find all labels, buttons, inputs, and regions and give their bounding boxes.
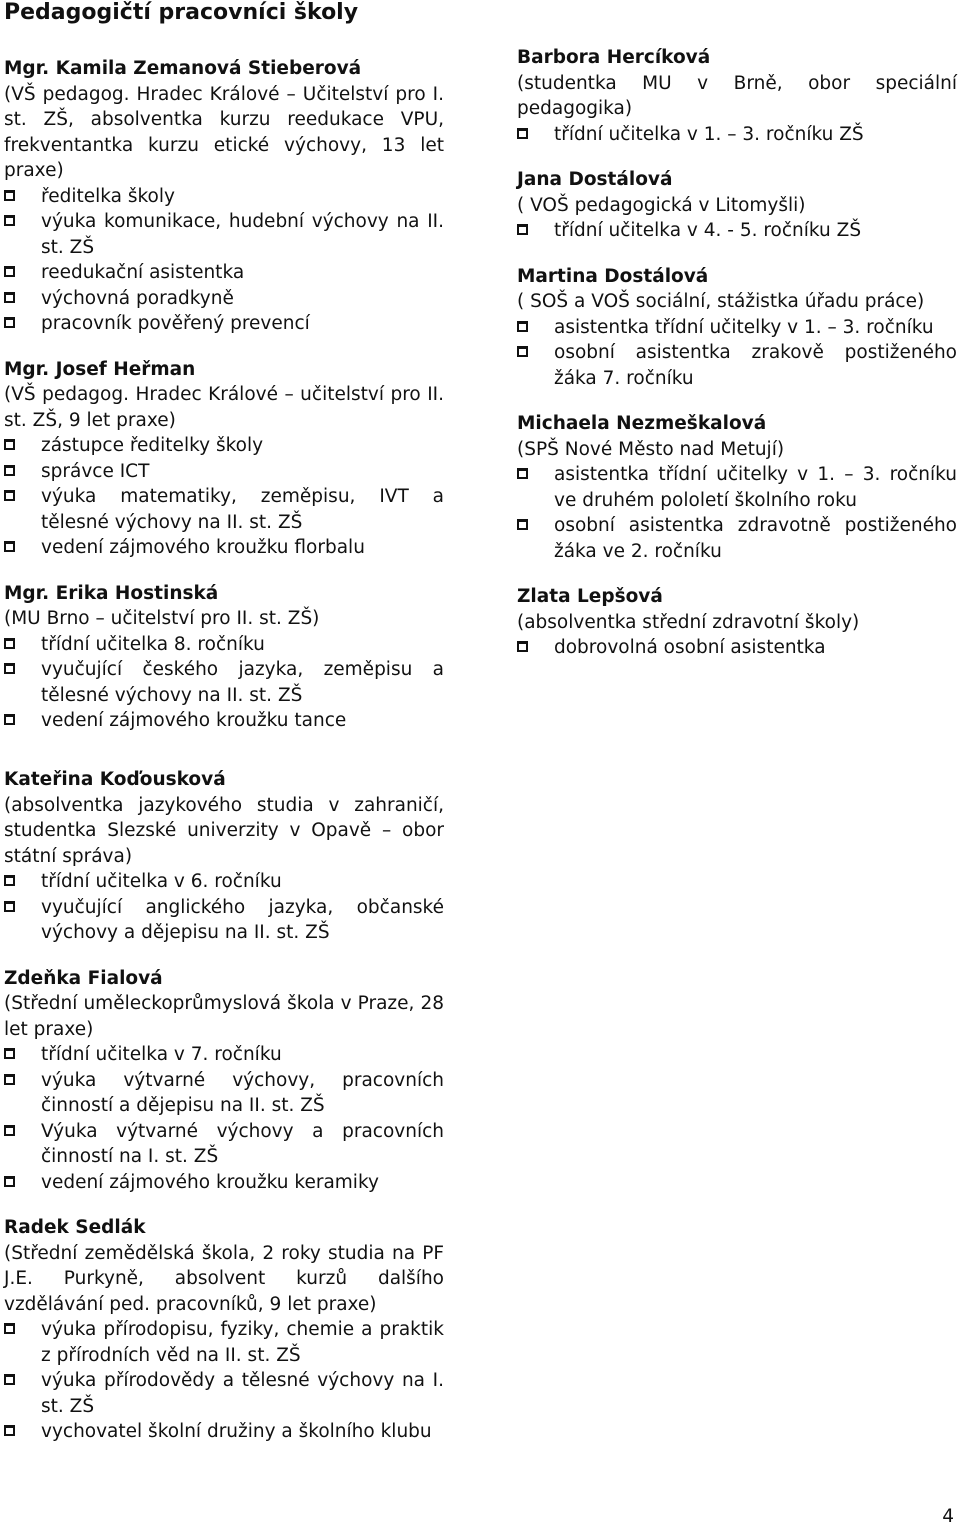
staff-name: Barbora Hercíková: [517, 47, 711, 68]
duty-text: třídní učitelka 8. ročníku: [41, 633, 265, 655]
staff-name: Michaela Nezmeškalová: [517, 413, 767, 434]
duty-list: [517, 315, 957, 392]
duty-list: [4, 433, 444, 561]
checkbox-icon: [4, 901, 15, 912]
duty-item: [4, 433, 444, 459]
staff-name: Kateřina Koďousková: [4, 769, 226, 790]
staff-entry: [517, 45, 957, 147]
checkbox-icon: [517, 224, 528, 235]
duty-text: pracovník pověřený prevencí: [41, 313, 310, 334]
checkbox-icon: [4, 714, 15, 725]
duty-item: [517, 122, 957, 148]
staff-entry: [517, 584, 957, 661]
staff-entry: [517, 411, 957, 564]
staff-qualification: (MU Brno – učitelství pro II. st. ZŠ): [4, 608, 320, 629]
staff-entry: [4, 357, 444, 561]
duty-text: třídní učitelka v 7. ročníku: [41, 1044, 282, 1065]
duty-text: asistentka třídní učitelky v 1. – 3. ročníku ve druhém pololetí školního roku: [554, 464, 957, 511]
duty-text: asistentka třídní učitelky v 1. – 3. ročníku: [554, 316, 934, 338]
duty-list: [4, 184, 444, 337]
staff-qualification: (Střední zemědělská škola, 2 roky studia na PF J.E. Purkyně, absolvent kurzů dalšího vzdělávání ped. pracovníků, 9 let praxe): [4, 1242, 444, 1315]
duty-list: [4, 1317, 444, 1445]
duty-item: [517, 462, 957, 513]
checkbox-icon: [4, 1323, 15, 1334]
checkbox-icon: [4, 1176, 15, 1187]
duty-list: [517, 462, 957, 564]
checkbox-icon: [517, 468, 528, 479]
duty-text: třídní učitelka v 1. – 3. ročníku ZŠ: [554, 123, 864, 145]
checkbox-icon: [4, 1374, 15, 1385]
staff-qualification: (absolventka jazykového studia v zahraničí, studentka Slezské univerzity v Opavě – obor státní správa): [4, 794, 444, 867]
duty-text: osobní asistentka zdravotně postiženého žáka ve 2. ročníku: [554, 515, 957, 562]
staff-name: Mgr. Erika Hostinská: [4, 582, 219, 604]
staff-qualification: (VŠ pedagog. Hradec Králové – učitelství pro II. st. ZŠ, 9 let praxe): [4, 384, 444, 431]
duty-text: třídní učitelka v 4. - 5. ročníku ZŠ: [554, 220, 862, 241]
duty-text: vyučující českého jazyka, zeměpisu a tělesné výchovy na II. st. ZŠ: [41, 659, 444, 706]
duty-list: [517, 218, 957, 244]
staff-qualification: ( VOŠ pedagogická v Litomyšli): [517, 194, 806, 216]
duty-text: vyučující anglického jazyka, občanské výchovy a dějepisu na II. st. ZŠ: [41, 896, 444, 943]
checkbox-icon: [4, 663, 15, 674]
checkbox-icon: [517, 128, 528, 139]
duty-text: třídní učitelka v 6. ročníku: [41, 871, 282, 892]
staff-name: Mgr. Kamila Zemanová Stieberová: [4, 58, 362, 79]
staff-entry: [517, 167, 957, 244]
staff-qualification: (SPŠ Nové Město nad Metují): [517, 438, 785, 460]
staff-qualification: (VŠ pedagog. Hradec Králové – Učitelství pro I. st. ZŠ, absolventka kurzu reedukace VPU, frekventantka kurzu etické výchovy, 13 let praxe): [4, 83, 444, 181]
left-column-bottom: [4, 767, 444, 1465]
duty-list: [4, 632, 444, 734]
checkbox-icon: [517, 346, 528, 357]
left-column-top: [4, 56, 444, 754]
duty-item: [4, 311, 444, 337]
staff-qualification: (absolventka střední zdravotní školy): [517, 611, 860, 633]
checkbox-icon: [4, 292, 15, 303]
duty-item: [4, 535, 444, 561]
duty-item: [4, 209, 444, 260]
checkbox-icon: [4, 875, 15, 886]
duty-item: [4, 1170, 444, 1196]
checkbox-icon: [4, 490, 15, 501]
duty-text: správce ICT: [41, 460, 150, 482]
duty-list: [4, 869, 444, 946]
staff-name: Zlata Lepšová: [517, 586, 663, 607]
duty-text: výuka matematiky, zeměpisu, IVT a tělesné výchovy na II. st. ZŠ: [41, 486, 444, 533]
right-column: [517, 45, 957, 681]
duty-text: výchovná poradkyně: [41, 287, 234, 309]
staff-name: Radek Sedlák: [4, 1217, 146, 1238]
duty-item: [517, 340, 957, 391]
duty-text: dobrovolná osobní asistentka: [554, 637, 826, 658]
staff-entry: [517, 264, 957, 392]
staff-qualification: ( SOŠ a VOŠ sociální, stážistka úřadu práce): [517, 291, 925, 312]
duty-text: zástupce ředitelky školy: [41, 435, 264, 456]
staff-name: Jana Dostálová: [517, 169, 673, 190]
checkbox-icon: [4, 1074, 15, 1085]
duty-item: [517, 218, 957, 244]
checkbox-icon: [517, 321, 528, 332]
staff-entry: [4, 966, 444, 1196]
duty-item: [4, 1419, 444, 1445]
duty-item: [4, 459, 444, 485]
duty-list: [517, 122, 957, 148]
duty-item: [4, 286, 444, 312]
duty-item: [4, 708, 444, 734]
duty-list: [517, 635, 957, 661]
checkbox-icon: [4, 439, 15, 450]
duty-text: výuka přírodovědy a tělesné výchovy na I. st. ZŠ: [41, 1370, 444, 1417]
checkbox-icon: [4, 317, 15, 328]
duty-item: [4, 184, 444, 210]
duty-text: vedení zájmového kroužku keramiky: [41, 1171, 379, 1193]
duty-item: [4, 260, 444, 286]
checkbox-icon: [4, 541, 15, 552]
duty-text: vedení zájmového kroužku tance: [41, 710, 347, 731]
staff-name: Zdeňka Fialová: [4, 967, 163, 989]
checkbox-icon: [4, 1125, 15, 1136]
duty-item: [4, 1368, 444, 1419]
staff-name: Martina Dostálová: [517, 265, 709, 287]
duty-list: [4, 1042, 444, 1195]
checkbox-icon: [4, 266, 15, 277]
duty-text: výuka komunikace, hudební výchovy na II. st. ZŠ: [41, 211, 444, 258]
duty-item: [4, 1068, 444, 1119]
staff-entry: [4, 56, 444, 337]
duty-item: [4, 1317, 444, 1368]
duty-item: [517, 315, 957, 341]
checkbox-icon: [4, 465, 15, 476]
duty-item: [4, 869, 444, 895]
page-title: Pedagogičtí pracovníci školy: [4, 0, 359, 25]
staff-entry: [4, 1215, 444, 1445]
duty-text: výuka výtvarné výchovy, pracovních činností a dějepisu na II. st. ZŠ: [41, 1069, 444, 1116]
checkbox-icon: [4, 1425, 15, 1436]
duty-text: osobní asistentka zrakově postiženého žáka 7. ročníku: [554, 342, 957, 389]
duty-item: [4, 1042, 444, 1068]
duty-text: vedení zájmového kroužku florbalu: [41, 537, 365, 558]
staff-entry: [4, 581, 444, 734]
duty-text: Výuka výtvarné výchovy a pracovních činností na I. st. ZŠ: [41, 1120, 444, 1167]
duty-text: ředitelka školy: [41, 185, 175, 207]
duty-text: reedukační asistentka: [41, 262, 245, 283]
duty-item: [4, 657, 444, 708]
duty-text: výuka přírodopisu, fyziky, chemie a praktik z přírodních věd na II. st. ZŠ: [41, 1319, 444, 1366]
checkbox-icon: [4, 638, 15, 649]
duty-item: [4, 895, 444, 946]
staff-qualification: (Střední uměleckoprůmyslová škola v Praze, 28 let praxe): [4, 993, 444, 1040]
checkbox-icon: [4, 215, 15, 226]
page-number: 4: [942, 1506, 954, 1527]
duty-item: [4, 484, 444, 535]
staff-entry: [4, 767, 444, 946]
duty-text: vychovatel školní družiny a školního klubu: [41, 1421, 432, 1442]
duty-item: [517, 513, 957, 564]
checkbox-icon: [4, 190, 15, 201]
checkbox-icon: [4, 1048, 15, 1059]
checkbox-icon: [517, 519, 528, 530]
duty-item: [4, 632, 444, 658]
duty-item: [4, 1119, 444, 1170]
checkbox-icon: [517, 641, 528, 652]
duty-item: [517, 635, 957, 661]
staff-qualification: (studentka MU v Brně, obor speciální pedagogika): [517, 72, 957, 119]
staff-name: Mgr. Josef Heřman: [4, 358, 196, 380]
